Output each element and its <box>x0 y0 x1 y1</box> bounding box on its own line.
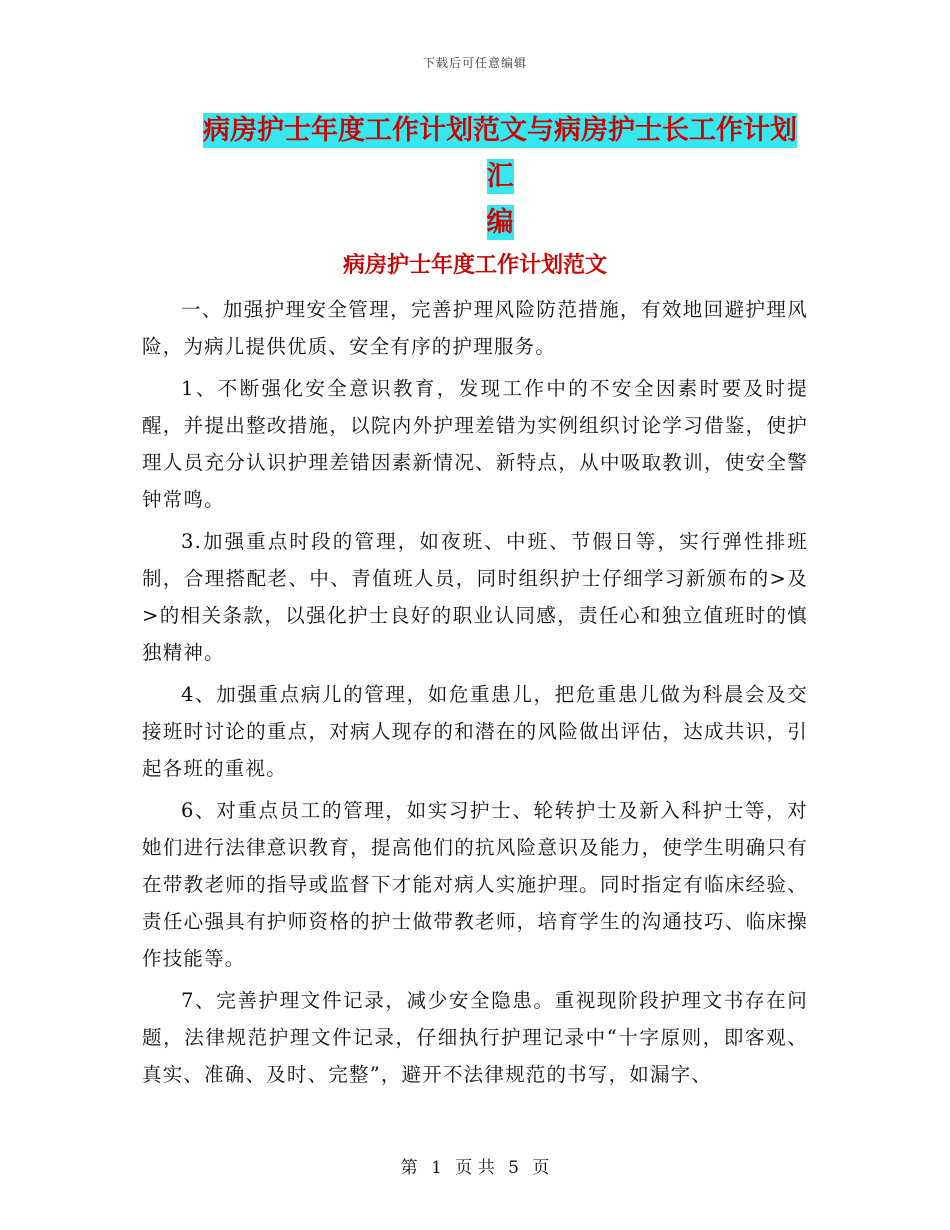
paragraph-2: 1、不断强化安全意识教育，发现工作中的不安全因素时要及时提醒，并提出整改措施，以院内外护理差错为实例组织讨论学习借鉴，使护理人员充分认识护理差错因素新情况、新特点，从中吸取教训，使安全警钟常鸣。 <box>142 377 808 511</box>
total-pages-number: 5 <box>508 1158 519 1178</box>
footer-prefix: 第 <box>400 1158 418 1178</box>
footer-mid: 页 共 <box>455 1158 495 1178</box>
page-footer <box>0 1153 950 1178</box>
paragraph-4: 4、加强重点病儿的管理，如危重患儿，把危重患儿做为科晨会及交接班时讨论的重点，对病人现存的和潜在的风险做出评估，达成共识，引起各班的重视。 <box>142 683 808 780</box>
document-body <box>142 291 808 1098</box>
current-page-number: 1 <box>431 1158 442 1178</box>
title-line-2: 编 <box>486 207 514 238</box>
paragraph-5: 6、对重点员工的管理，如实习护士、轮转护士及新入科护士等，对她们进行法律意识教育，提高他们的抗风险意识及能力，使学生明确只有在带教老师的指导或监督下才能对病人实施护理。同时指定有临床经验、责任心强具有护师资格的护士做带教老师，培育学生的沟通技巧、临床操作技能等。 <box>142 799 808 970</box>
title-line-1: 病房护士年度工作计划范文与病房护士长工作计划汇 <box>203 115 797 192</box>
document-title <box>190 108 810 246</box>
section-title: 病房护士年度工作计划范文 <box>342 253 607 278</box>
paragraph-6: 7、完善护理文件记录，减少安全隐患。重视现阶段护理文书存在问题，法律规范护理文件记录，仔细执行护理记录中“十字原则，即客观、真实、准确、及时、完整”，避开不法律规范的书写，如漏字、 <box>142 989 808 1086</box>
paragraph-3: 3.加强重点时段的管理，如夜班、中班、节假日等，实行弹性排班制，合理搭配老、中、青值班人员，同时组织护士仔细学习新颁布的>及>的相关条款，以强化护士良好的职业认同感，责任心和独立值班时的慎独精神。 <box>142 530 808 664</box>
footer-suffix: 页 <box>532 1158 550 1178</box>
header-note: 下载后可任意编辑 <box>422 56 527 70</box>
paragraph-1: 一、加强护理安全管理，完善护理风险防范措施，有效地回避护理风险，为病儿提供优质、安全有序的护理服务。 <box>142 298 808 358</box>
